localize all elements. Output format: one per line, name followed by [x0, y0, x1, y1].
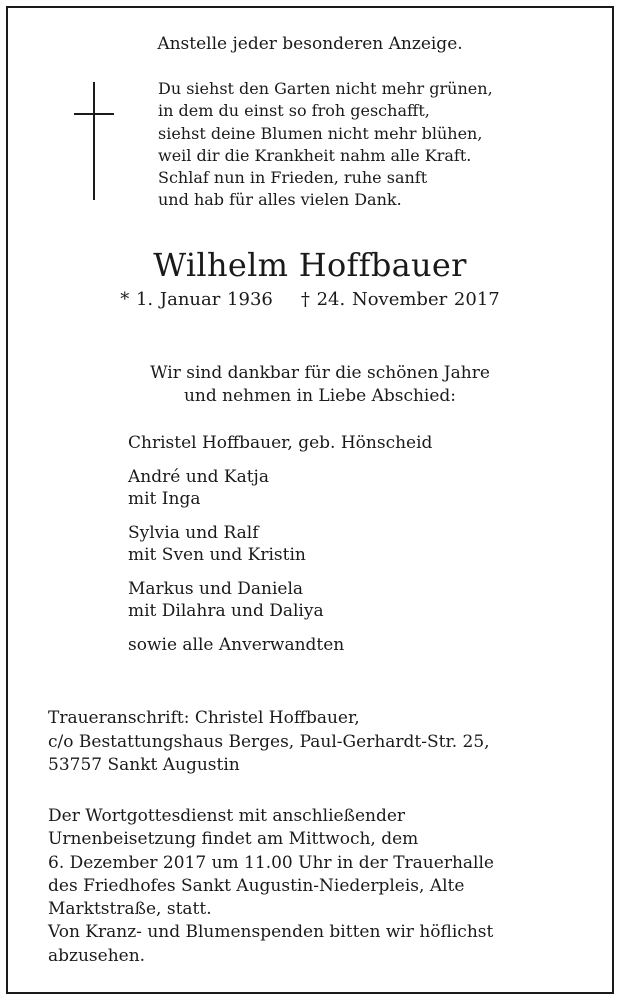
life-dates: [0, 289, 620, 310]
service-line: 6. Dezember 2017 um 11.00 Uhr in der Trauerhalle: [48, 852, 494, 873]
mourner-line: Christel Hoffbauer, geb. Hönscheid: [128, 433, 433, 453]
mourner-entry: [128, 634, 432, 657]
address-line: c/o Bestattungshaus Berges, Paul-Gerhardt-Str. 25,: [48, 731, 490, 752]
cross-icon: [93, 82, 95, 200]
service-line: abzusehen.: [48, 945, 146, 966]
poem-line: weil dir die Krankheit nahm alle Kraft.: [158, 145, 472, 165]
service-line: Urnenbeisetzung findet am Mittwoch, dem: [48, 829, 419, 850]
intro-line: Anstelle jeder besonderen Anzeige.: [157, 34, 463, 54]
service-line: Der Wortgottesdienst mit anschließender: [48, 806, 406, 826]
mourner-entry: [128, 578, 432, 623]
address-line: Traueranschrift: Christel Hoffbauer,: [48, 708, 360, 728]
address-line: 53757 Sankt Augustin: [48, 755, 240, 775]
service-line: des Friedhofes Sankt Augustin-Niederpleis, Alte: [48, 875, 465, 896]
thanks-line: Wir sind dankbar für die schönen Jahre: [150, 363, 490, 383]
mourner-line: André und Katja: [128, 466, 269, 487]
thanks-text: [0, 362, 620, 407]
mourner-entry: [128, 522, 432, 567]
service-line: Marktstraße, statt.: [48, 899, 212, 920]
cross-icon-bar: [74, 113, 114, 115]
mourner-entry: [128, 466, 432, 511]
mourner-line: mit Sven und Kristin: [128, 545, 306, 565]
poem-line: Du siehst den Garten nicht mehr grünen,: [158, 79, 493, 98]
poem: [158, 78, 493, 212]
mourner-line: sowie alle Anverwandten: [128, 634, 345, 655]
mourning-address: [48, 707, 490, 778]
poem-line: Schlaf nun in Frieden, ruhe sanft: [158, 168, 428, 188]
mourner-line: mit Inga: [128, 489, 201, 509]
mourner-line: Sylvia und Ralf: [128, 522, 259, 543]
mourner-entry: [128, 432, 432, 455]
poem-line: und hab für alles vielen Dank.: [158, 190, 402, 210]
mourner-line: Markus und Daniela: [128, 578, 304, 599]
birth-date: * 1. Januar 1936: [120, 289, 273, 310]
service-line: Von Kranz- und Blumenspenden bitten wir höflichst: [48, 922, 494, 943]
poem-line: in dem du einst so froh geschafft,: [158, 101, 430, 121]
deceased-name: Wilhelm Hoffbauer: [153, 246, 467, 284]
poem-line: siehst deine Blumen nicht mehr blühen,: [158, 123, 483, 143]
death-date: † 24. November 2017: [300, 289, 500, 310]
mourners-list: [128, 432, 432, 667]
mourner-line: mit Dilahra und Daliya: [128, 601, 324, 621]
thanks-line: und nehmen in Liebe Abschied:: [183, 385, 457, 406]
service-info: [48, 805, 494, 968]
